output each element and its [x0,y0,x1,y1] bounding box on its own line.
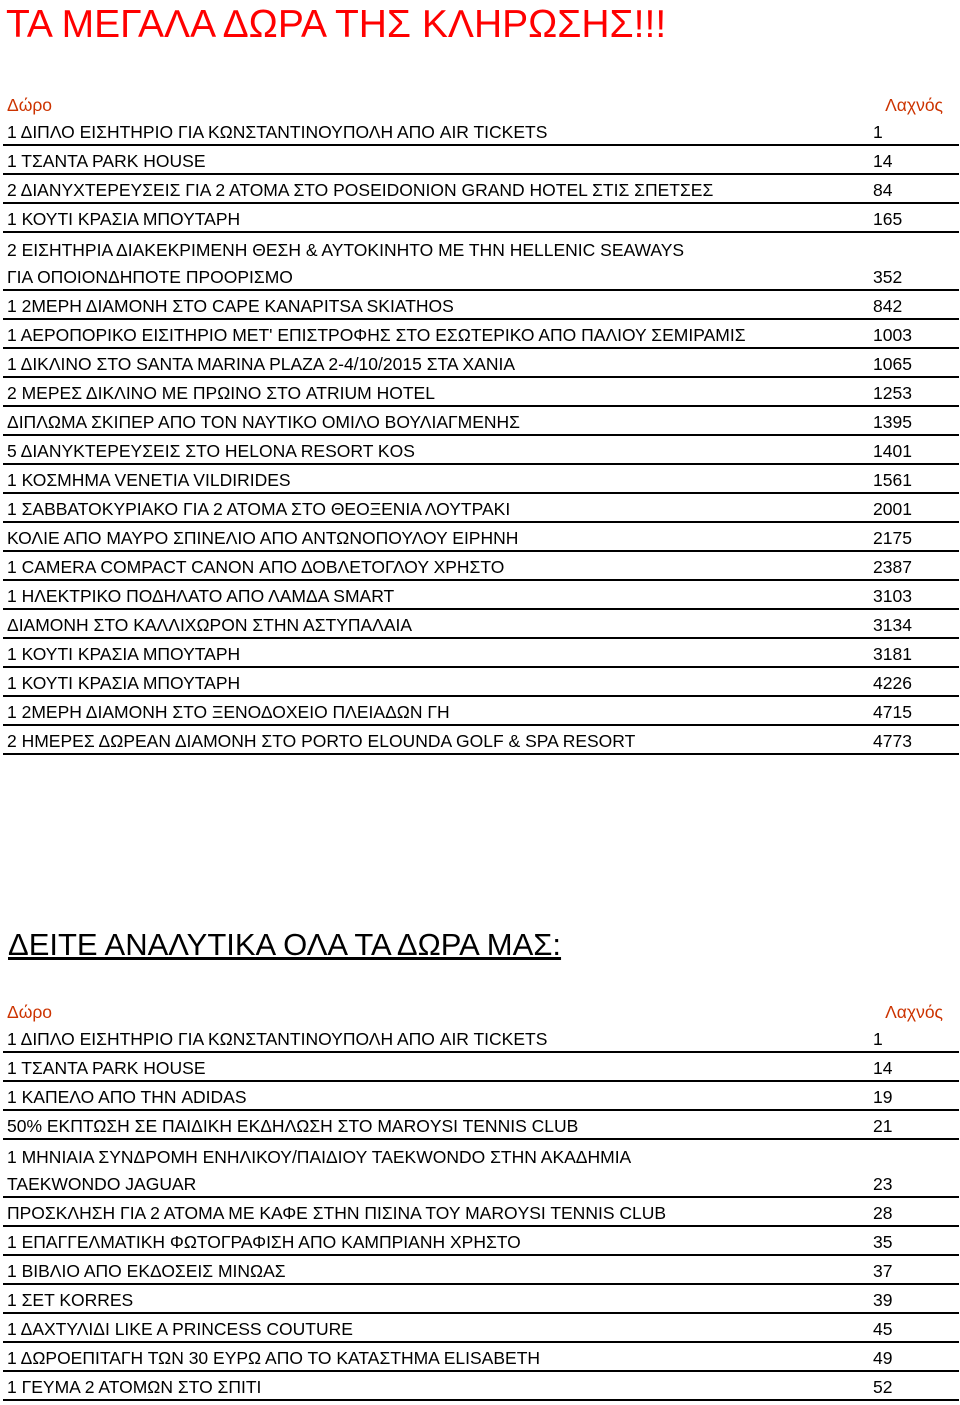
gift-cell: 1 ΔΙΠΛΟ ΕΙΣΗΤΗΡΙΟ ΓΙΑ ΚΩΝΣΤΑΝΤΙΝΟΥΠΟΛΗ ΑΠΟ AIR TICKETS [7,1029,548,1049]
gift-cell: 2 ΕΙΣΗΤΗΡΙΑ ΔΙΑΚΕΚΡΙΜΕΝΗ ΘΕΣΗ & ΑΥΤΟΚΙΝΗΤΟ ΜΕ ΤΗΝ HELLENIC SEAWAYS [7,240,685,260]
all-prizes-table [3,995,959,1401]
ticket-number-cell: 84 [873,180,893,200]
table-row [3,1256,959,1285]
table-row [3,552,959,581]
section-title: ΔΕΙΤΕ ΑΝΑΛΥΤΙΚΑ ΟΛΑ ΤΑ ΔΩΡΑ ΜΑΣ: [8,927,562,962]
ticket-number-cell: 1 [873,1029,883,1049]
gift-cell: ΔΙΑΜΟΝΗ ΣΤΟ ΚΑΛΛΙΧΩΡΟΝ ΣΤΗΝ ΑΣΤΥΠΑΛΑΙΑ [7,615,413,635]
table-row [3,1053,959,1082]
gift-cell: 1 ΣΑΒΒΑΤΟΚΥΡΙΑΚΟ ΓΙΑ 2 ΑΤΟΜΑ ΣΤΟ ΘΕΟΞΕΝΙΑ ΛΟΥΤΡΑΚΙ [7,499,511,519]
gift-cell: 1 ΔΩΡΟΕΠΙΤΑΓΗ ΤΩΝ 30 ΕΥΡΩ ΑΠΟ ΤΟ ΚΑΤΑΣΤΗΜΑ ELISABETH [7,1348,541,1368]
gift-cell: 1 ΔΙΚΛΙΝΟ ΣΤΟ SANTA MARINA PLAZA 2-4/10/2015 ΣΤΑ ΧΑΝΙΑ [7,354,515,374]
gift-cell: 5 ΔΙΑΝΥΚΤΕΡΕΥΣΕΙΣ ΣΤΟ HELONA RESORT KOS [7,441,415,461]
table-row [3,1314,959,1343]
ticket-number-cell: 14 [873,1058,893,1078]
main-prizes-rows [3,117,959,755]
gift-cell: 1 2ΜΕΡΗ ΔΙΑΜΟΝΗ ΣΤΟ ΞΕΝΟΔΟΧΕΙΟ ΠΛΕΙΑΔΩΝ ΓΗ [7,702,450,722]
table-row [3,523,959,552]
gift-cell: ΔΙΠΛΩΜΑ ΣΚΙΠΕΡ ΑΠΟ ΤΟΝ ΝΑΥΤΙΚΟ ΟΜΙΛΟ ΒΟΥΛΙΑΓΜΕΝΗΣ [7,412,520,432]
gift-cell: 1 CAMERA COMPACT CANON ΑΠΟ ΔΟΒΛΕΤΟΓΛΟΥ ΧΡΗΣΤΟ [7,557,505,577]
table-row [3,320,959,349]
gift-cell: 1 ΚΟΥΤΙ ΚΡΑΣΙΑ ΜΠΟΥΤΑΡΗ [7,673,241,693]
gift-cell: 50% ΕΚΠΤΩΣΗ ΣΕ ΠΑΙΔΙΚΗ ΕΚΔΗΛΩΣΗ ΣΤΟ MAROYSI TENNIS CLUB [7,1116,579,1136]
gift-cell: 1 ΒΙΒΛΙΟ ΑΠΟ ΕΚΔΟΣΕΙΣ ΜΙΝΩΑΣ [7,1261,286,1281]
table-row [3,668,959,697]
ticket-number-cell: 2175 [873,528,912,548]
ticket-number-cell: 4773 [873,731,912,751]
gift-cell: 1 ΣΕΤ KORRES [7,1290,134,1310]
ticket-number-cell: 45 [873,1319,893,1339]
gift-cell: 1 2ΜΕΡΗ ΔΙΑΜΟΝΗ ΣΤΟ CAPE KANAPITSA SKIATHOS [7,296,454,316]
table-row [3,581,959,610]
table-row [3,610,959,639]
ticket-number-cell: 2001 [873,499,912,519]
ticket-number-cell: 352 [873,267,903,287]
table-row [3,436,959,465]
ticket-number-cell: 3181 [873,644,912,664]
table-row [3,1198,959,1227]
ticket-column-header: Λαχνός [885,95,943,115]
gift-cell: TAEKWONDO JAGUAR [7,1174,197,1194]
ticket-number-cell: 3103 [873,586,912,606]
table-row [3,349,959,378]
table-row [3,1227,959,1256]
gift-cell: ΠΡΟΣΚΛΗΣΗ ΓΙΑ 2 ΑΤΟΜΑ ΜΕ ΚΑΦΕ ΣΤΗΝ ΠΙΣΙΝΑ ΤΟΥ MAROYSI TENNIS CLUB [7,1203,667,1223]
table-row [3,1140,959,1169]
gift-cell: 1 ΤΣΑΝΤΑ PARK HOUSE [7,1058,206,1078]
gift-cell: 1 ΚΟΥΤΙ ΚΡΑΣΙΑ ΜΠΟΥΤΑΡΗ [7,644,241,664]
table-row [3,233,959,262]
gift-cell: 2 ΜΕΡΕΣ ΔΙΚΛΙΝΟ ΜΕ ΠΡΩΙΝΟ ΣΤΟ ATRIUM HOTEL [7,383,435,403]
table-row [3,291,959,320]
ticket-number-cell: 21 [873,1116,893,1136]
gift-cell: 2 ΗΜΕΡΕΣ ΔΩΡΕΑΝ ΔΙΑΜΟΝΗ ΣΤΟ PORTO ELOUNDA GOLF & SPA RESORT [7,731,636,751]
table-row [3,726,959,755]
ticket-number-cell: 49 [873,1348,893,1368]
ticket-number-cell: 1395 [873,412,912,432]
table-row [3,1343,959,1372]
ticket-number-cell: 37 [873,1261,893,1281]
gift-cell: 1 ΤΣΑΝΤΑ PARK HOUSE [7,151,206,171]
gift-cell: 1 ΗΛΕΚΤΡΙΚΟ ΠΟΔΗΛΑΤΟ ΑΠΟ ΛΑΜΔΑ SMART [7,586,395,606]
table-row [3,378,959,407]
ticket-number-cell: 165 [873,209,903,229]
table-row [3,1285,959,1314]
gift-cell: 1 ΜΗΝΙΑΙΑ ΣΥΝΔΡΟΜΗ ΕΝΗΛΙΚΟΥ/ΠΑΙΔΙΟΥ TAEKWONDO ΣΤΗΝ ΑΚΑΔΗΜΙΑ [7,1147,632,1167]
table-row [3,494,959,523]
table-row [3,1372,959,1401]
ticket-number-cell: 1253 [873,383,912,403]
ticket-number-cell: 4226 [873,673,912,693]
ticket-number-cell: 19 [873,1087,893,1107]
main-prizes-table [3,88,959,755]
table-row [3,465,959,494]
ticket-number-cell: 842 [873,296,903,316]
ticket-number-cell: 1 [873,122,883,142]
ticket-number-cell: 1401 [873,441,912,461]
ticket-number-cell: 1561 [873,470,912,490]
gift-cell: 1 ΓΕΥΜΑ 2 ΑΤΟΜΩΝ ΣΤΟ ΣΠΙΤΙ [7,1377,262,1397]
ticket-column-header: Λαχνός [885,1002,943,1022]
ticket-number-cell: 2387 [873,557,912,577]
ticket-number-cell: 28 [873,1203,893,1223]
gift-column-header: Δώρο [7,1002,53,1022]
table-row [3,117,959,146]
gift-cell: 1 ΚΟΥΤΙ ΚΡΑΣΙΑ ΜΠΟΥΤΑΡΗ [7,209,241,229]
table-row [3,697,959,726]
ticket-number-cell: 4715 [873,702,912,722]
ticket-number-cell: 23 [873,1174,893,1194]
table-header [3,88,959,117]
ticket-number-cell: 1003 [873,325,912,345]
gift-cell: 1 ΔΑΧΤΥΛΙΔΙ LIKE A PRINCESS COUTURE [7,1319,353,1339]
table-row [3,204,959,233]
ticket-number-cell: 52 [873,1377,893,1397]
table-row [3,1024,959,1053]
gift-column-header: Δώρο [7,95,53,115]
table-row [3,1169,959,1198]
ticket-number-cell: 3134 [873,615,912,635]
ticket-number-cell: 1065 [873,354,912,374]
gift-cell: ΓΙΑ ΟΠΟΙΟΝΔΗΠΟΤΕ ΠΡΟΟΡΙΣΜΟ [7,267,293,287]
ticket-number-cell: 14 [873,151,893,171]
page-title: ΤΑ ΜΕΓΑΛΑ ΔΩΡΑ ΤΗΣ ΚΛΗΡΩΣΗΣ!!! [6,3,667,46]
ticket-number-cell: 35 [873,1232,893,1252]
table-row [3,407,959,436]
table-row [3,1082,959,1111]
table-row [3,639,959,668]
gift-cell: 1 ΑΕΡΟΠΟΡΙΚΟ ΕΙΣΙΤΗΡΙΟ ΜΕΤ' ΕΠΙΣΤΡΟΦΗΣ ΣΤΟ ΕΣΩΤΕΡΙΚΟ ΑΠΟ ΠΑΛΙΟΥ ΣΕΜΙΡΑΜΙΣ [7,325,746,345]
gift-cell: 1 ΚΟΣΜΗΜΑ VENETIA VILDIRIDES [7,470,291,490]
table-row [3,262,959,291]
gift-cell: 1 ΔΙΠΛΟ ΕΙΣΗΤΗΡΙΟ ΓΙΑ ΚΩΝΣΤΑΝΤΙΝΟΥΠΟΛΗ ΑΠΟ AIR TICKETS [7,122,548,142]
ticket-number-cell: 39 [873,1290,893,1310]
gift-cell: ΚΟΛΙΕ ΑΠΟ ΜΑΥΡΟ ΣΠΙΝΕΛΙΟ ΑΠΟ ΑΝΤΩΝΟΠΟΥΛΟΥ ΕΙΡΗΝΗ [7,528,519,548]
table-row [3,175,959,204]
gift-cell: 1 ΚΑΠΕΛΟ ΑΠΟ ΤΗΝ ADIDAS [7,1087,247,1107]
table-row [3,1111,959,1140]
table-row [3,146,959,175]
gift-cell: 2 ΔΙΑΝΥΧΤΕΡΕΥΣΕΙΣ ΓΙΑ 2 ΑΤΟΜΑ ΣΤΟ POSEIDONION GRAND HOTEL ΣΤΙΣ ΣΠΕΤΣΕΣ [7,180,714,200]
all-prizes-rows [3,1024,959,1401]
table-header [3,995,959,1024]
gift-cell: 1 ΕΠΑΓΓΕΛΜΑΤΙΚΗ ΦΩΤΟΓΡΑΦΙΣΗ ΑΠΟ ΚΑΜΠΡΙΑΝΗ ΧΡΗΣΤΟ [7,1232,521,1252]
